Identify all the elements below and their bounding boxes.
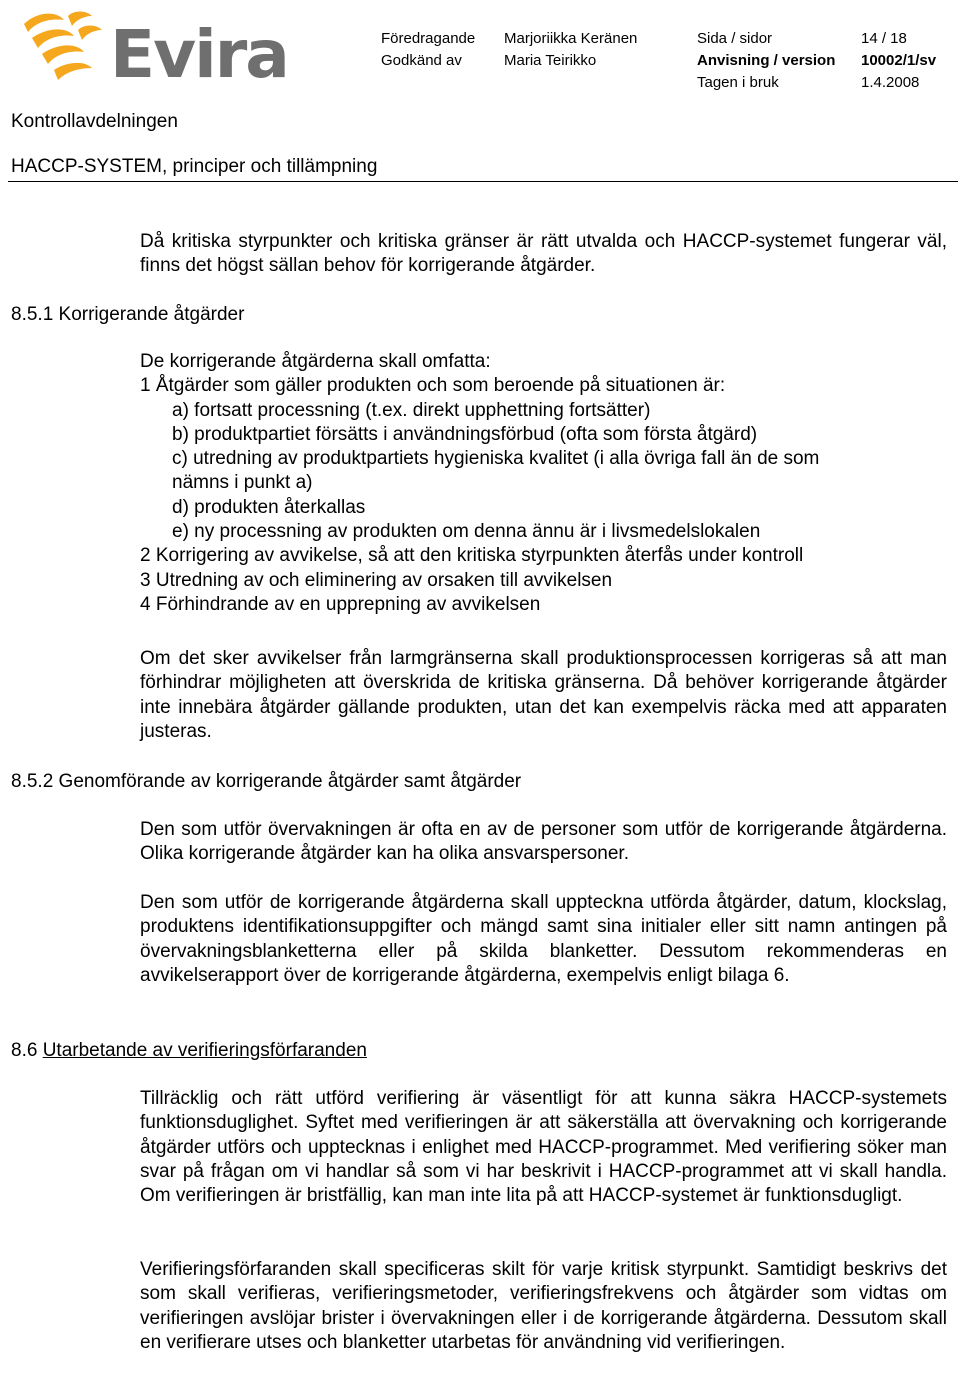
page-header	[0, 0, 960, 182]
section-86-paragraph-1: Tillräcklig och rätt utförd verifiering är väsentligt för att kunna säkra HACCP-systemets funktionsduglighet. Syftet med verifieringen är att säkerställa att övervakning och korrigerande åtgärder utförs och upptecknas i enlighet med HACCP-programmet. Med verifiering söker man svar på frågan om vi handlar så som vi har beskrivit i HACCP-programmet att vi skall handla. Om verifieringen är bristfällig, kan man inte lita på att HACCP-systemet är funktionsdugligt.	[140, 1088, 947, 1207]
version-value: 10002/1/sv	[861, 52, 937, 69]
list-item-1d: d) produkten återkallas	[172, 496, 366, 518]
section-852-paragraph-1: Den som utför övervakningen är ofta en av de personer som utför de korrigerande åtgärderna. Olika korrigerande åtgärder kan ha olika ansvarspersoner.	[140, 819, 947, 865]
section-86-title: Utarbetande av verifieringsförfaranden	[42, 1040, 367, 1061]
section-852-paragraph-2: Den som utför de korrigerande åtgärderna skall uppteckna utförda åtgärder, datum, klockslag, produktens identifikationsuppgifter och mängd samt sina initialer eller sitt namn antingen på övervakningsblanketterna eller på skilda blanketter. Dessutom rekommenderas en avvikelserapport över de korrigerande åtgärderna, exempelvis enligt bilaga 6.	[140, 892, 947, 986]
department: Kontrollavdelningen	[11, 111, 178, 132]
header-divider	[8, 181, 958, 182]
wheat-ear-icon	[16, 6, 106, 90]
page-label: Sida / sidor	[697, 30, 773, 47]
approved-label: Godkänd av	[381, 52, 462, 69]
intro-paragraph: Då kritiska styrpunkter och kritiska gränser är rätt utvalda och HACCP-systemet fungerar väl, finns det högst sällan behov för korrigerande åtgärder.	[140, 231, 947, 277]
presenter-name: Marjoriikka Keränen	[504, 30, 638, 47]
section-852-heading: 8.5.2 Genomförande av korrigerande åtgärder samt åtgärder	[11, 771, 522, 792]
list-item-3: 3 Utredning av och eliminering av orsaken till avvikelsen	[140, 569, 613, 591]
section-86-number: 8.6	[11, 1040, 38, 1061]
effective-value: 1.4.2008	[861, 74, 920, 91]
corrective-actions-list	[140, 350, 947, 617]
list-item-1e: e) ny processning av produkten om denna ännu är i livsmedelslokalen	[172, 521, 761, 543]
section-851-paragraph: Om det sker avvikelser från larmgränserna skall produktionsprocessen korrigeras så att man förhindrar möjligheten att överskrida de kritiska gränserna. Då behöver korrigerande åtgärder inte innebära åtgärder gällande produkten, utan det kan exempelvis räcka med att apparaten justeras.	[140, 648, 947, 742]
list-item-1b: b) produktpartiet försätts i användningsförbud (ofta som första åtgärd)	[172, 423, 758, 445]
approved-name: Maria Teirikko	[504, 52, 597, 69]
list-item-1a: a) fortsatt processning (t.ex. direkt upphettning fortsätter)	[172, 399, 651, 421]
list-item-1c: c) utredning av produktpartiets hygieniska kvalitet (i alla övriga fall än de som	[172, 448, 820, 470]
list-item-4: 4 Förhindrande av en upprepning av avvikelsen	[140, 593, 541, 615]
logo-wordmark: Evira	[110, 16, 288, 93]
list-item-1c-cont: nämns i punkt a)	[172, 472, 313, 494]
section-86-paragraph-2: Verifieringsförfaranden skall specificeras skilt för varje kritisk styrpunkt. Samtidigt beskrivs det som skall verifieras, verifieringsmetoder, verifieringsfrekvens och åtgärder som vidtas om verifieringen avslöjar brister i övervakningen eller i de korrigerande åtgärderna. Dessutom skall en verifierare utses och blanketter utarbetas för användning vid verifieringen.	[140, 1259, 947, 1353]
page-value: 14 / 18	[861, 30, 907, 47]
version-label: Anvisning / version	[697, 52, 836, 69]
effective-label: Tagen i bruk	[697, 74, 779, 91]
document-title: HACCP-SYSTEM, principer och tillämpning	[11, 156, 378, 177]
presenter-label: Föredragande	[381, 30, 476, 47]
list-intro: De korrigerande åtgärderna skall omfatta:	[140, 351, 491, 372]
section-86-heading	[11, 1039, 367, 1063]
list-item-2: 2 Korrigering av avvikelse, så att den kritiska styrpunkten återfås under kontroll	[140, 545, 804, 567]
evira-logo	[16, 6, 288, 93]
list-item-1: 1 Åtgärder som gäller produkten och som beroende på situationen är:	[140, 375, 726, 397]
section-851-heading: 8.5.1 Korrigerande åtgärder	[11, 304, 245, 325]
